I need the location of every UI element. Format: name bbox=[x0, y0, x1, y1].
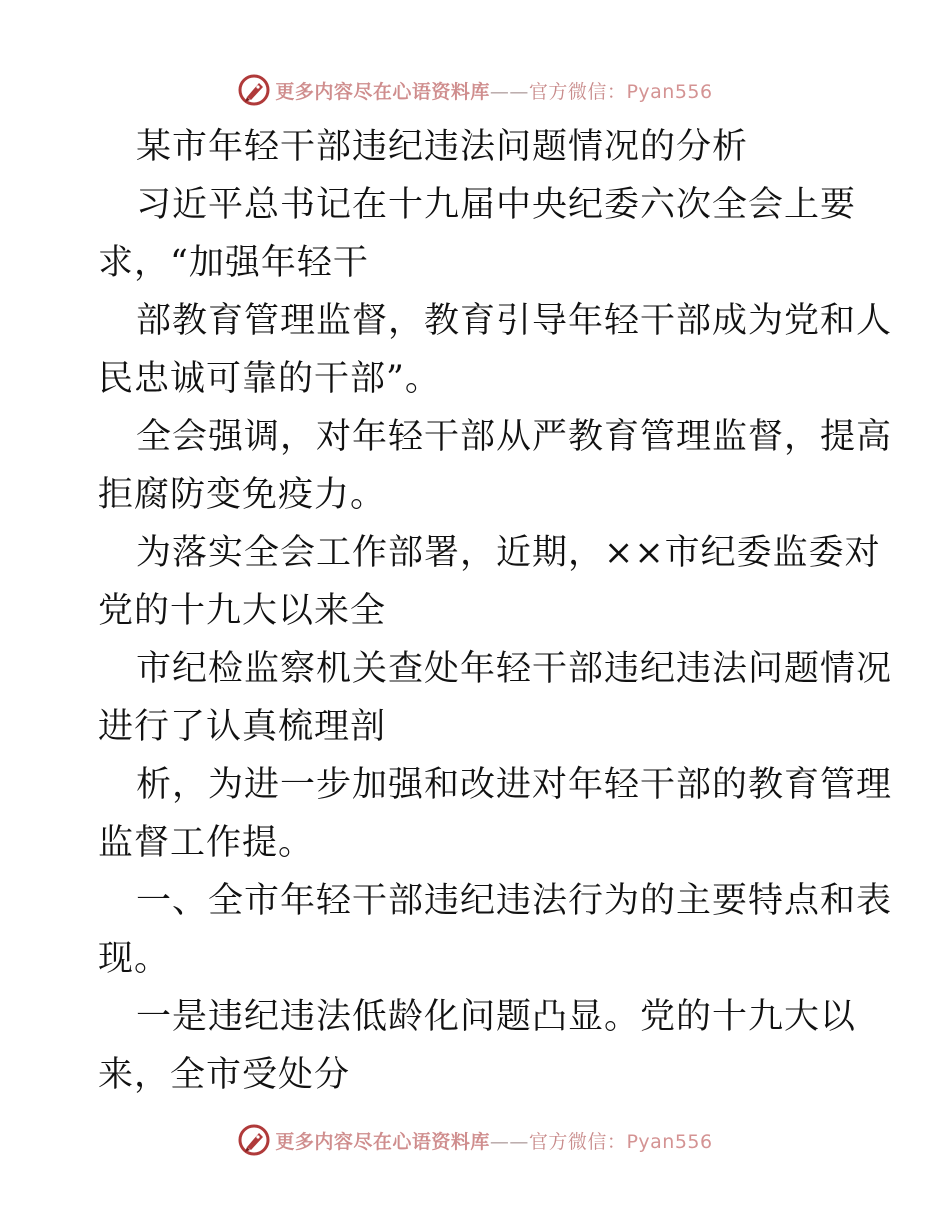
watermark-wechat-label: 官方微信： bbox=[528, 80, 627, 103]
pen-nib-logo-icon bbox=[237, 1123, 271, 1157]
paragraph-line: 求，“加强年轻干 bbox=[98, 243, 369, 283]
document-title: 某市年轻干部违纪违法问题情况的分析 bbox=[136, 127, 749, 167]
pen-nib-logo-icon bbox=[237, 73, 271, 107]
paragraph-line: 析，为进一步加强和改进对年轻干部的教育管理 bbox=[136, 765, 893, 805]
paragraph-line: 拒腐防变免疫力。 bbox=[98, 475, 387, 515]
paragraph-line: 监督工作提。 bbox=[98, 823, 315, 863]
paragraph-line: 党的十九大以来全 bbox=[98, 591, 387, 631]
paragraph-line: 民忠诚可靠的干部”。 bbox=[98, 359, 441, 399]
paragraph-line: 进行了认真梳理剖 bbox=[98, 707, 387, 747]
paragraph-line: 习近平总书记在十九届中央纪委六次全会上要 bbox=[136, 185, 857, 225]
header-watermark bbox=[0, 70, 950, 110]
paragraph-line: 市纪检监察机关查处年轻干部违纪违法问题情况 bbox=[136, 649, 893, 689]
document-body bbox=[98, 118, 893, 1104]
watermark-separator: —— bbox=[489, 1130, 529, 1153]
watermark-wechat-id: Pyan556 bbox=[626, 1130, 713, 1153]
watermark-wechat-id: Pyan556 bbox=[626, 80, 713, 103]
watermark-main-text: 更多内容尽在心语资料库 bbox=[275, 1130, 490, 1153]
watermark-wechat-label: 官方微信： bbox=[528, 1130, 627, 1153]
paragraph-line: 部教育管理监督，教育引导年轻干部成为党和人 bbox=[136, 301, 893, 341]
footer-watermark bbox=[0, 1120, 950, 1160]
watermark-main-text: 更多内容尽在心语资料库 bbox=[275, 80, 490, 103]
section-heading-continued: 现。 bbox=[98, 939, 171, 979]
paragraph-line: 来，全市受处分 bbox=[98, 1055, 351, 1095]
paragraph-line: 为落实全会工作部署，近期，××市纪委监委对 bbox=[136, 533, 881, 573]
section-heading: 一、全市年轻干部违纪违法行为的主要特点和表 bbox=[136, 881, 893, 921]
paragraph-line: 一是违纪违法低龄化问题凸显。党的十九大以 bbox=[136, 997, 857, 1037]
watermark-separator: —— bbox=[489, 80, 529, 103]
paragraph-line: 全会强调，对年轻干部从严教育管理监督，提高 bbox=[136, 417, 893, 457]
